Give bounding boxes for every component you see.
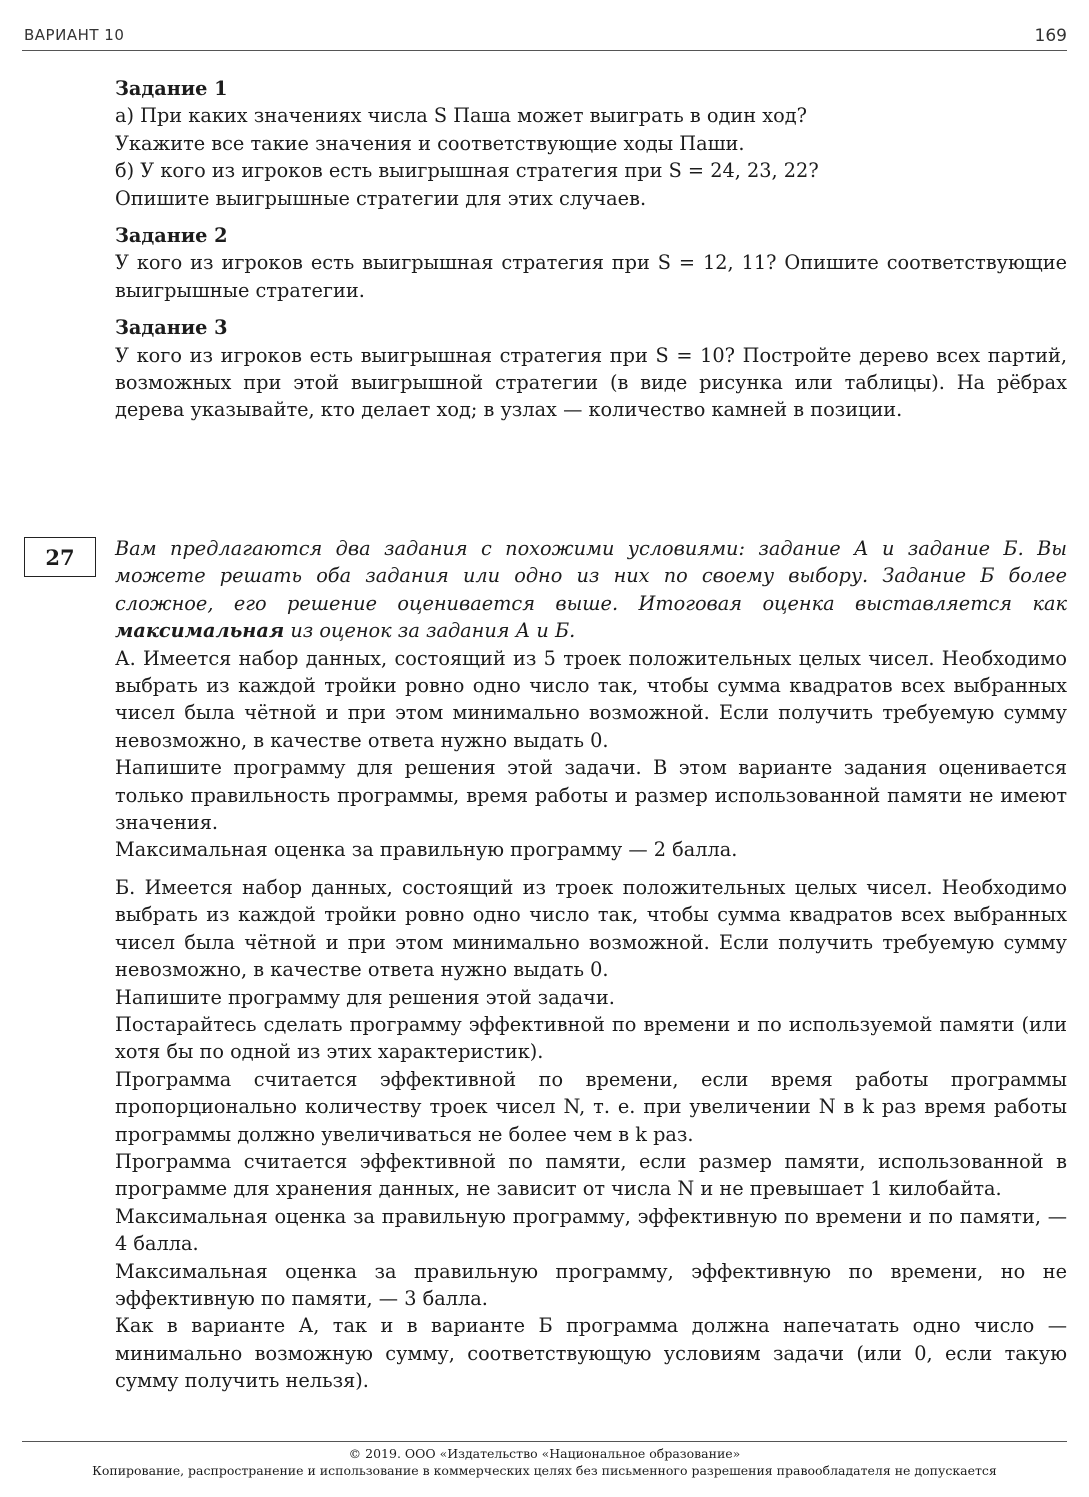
intro-bold-word: максимальная — [115, 619, 285, 643]
page-number: 169 — [1034, 26, 1067, 46]
problem-27-section — [115, 535, 1067, 1405]
task-2 — [115, 222, 1067, 304]
part-b-time-efficiency: Программа считается эффективной по времени, если время работы программы пропорционально количеству троек чисел N, т. е. при увеличении N в k раз время работы программы должно увеличиваться не более чем в k раз. — [115, 1067, 1067, 1146]
part-a — [115, 645, 1067, 864]
task-1-line-a: а) При каких значениях числа S Паша может выиграть в один ход? — [115, 104, 807, 128]
part-b-score-4: Максимальная оценка за правильную программу, эффективную по времени и по памяти, — 4 балла. — [115, 1204, 1067, 1256]
task-3 — [115, 314, 1067, 424]
task-1-line-a2: Укажите все такие значения и соответствующие ходы Паши. — [115, 131, 745, 155]
footer-notice: Копирование, распространение и использование в коммерческих целях без письменного разрешения правообладателя не допускается — [92, 1463, 997, 1478]
part-a-statement: А. Имеется набор данных, состоящий из 5 троек положительных целых чисел. Необходимо выбрать из каждой тройки ровно одно число так, чтобы сумма квадратов всех выбранных чисел была чётной и при этом минимально возможной. Если получить требуемую сумму невозможно, в качестве ответа нужно выдать 0. — [115, 646, 1067, 752]
tasks-26-section — [115, 75, 1067, 434]
task-2-title: Задание 2 — [115, 224, 228, 248]
page-header-variant: ВАРИАНТ 10 — [24, 26, 125, 44]
task-1 — [115, 75, 1067, 212]
part-a-requirement: Напишите программу для решения этой задачи. В этом варианте задания оценивается только правильность программы, время работы и размер использованной памяти не имеют значения. — [115, 756, 1067, 835]
problem-27-intro — [115, 535, 1067, 645]
task-3-title: Задание 3 — [115, 316, 228, 340]
part-b-requirement: Напишите программу для решения этой задачи. — [115, 985, 615, 1009]
task-1-line-b: б) У кого из игроков есть выигрышная стратегия при S = 24, 23, 22? — [115, 159, 819, 183]
part-b-score-3: Максимальная оценка за правильную программу, эффективную по времени, но не эффективную по памяти, — 3 балла. — [115, 1259, 1067, 1310]
footer-copyright: © 2019. ООО «Издательство «Национальное образование» — [348, 1446, 741, 1461]
part-b-memory-efficiency: Программа считается эффективной по памяти, если размер памяти, использованной в программе для хранения данных, не зависит от числа N и не превышает 1 килобайта. — [115, 1149, 1067, 1201]
intro-text-2: из оценок за задания А и Б. — [284, 619, 576, 643]
intro-text-1: Вам предлагаются два задания с похожими условиями: задание А и задание Б. Вы можете решать оба задания или одно из них по своему выбору. Задание Б более сложное, его решение оценивается выше. Итоговая оценка выставляется как — [115, 537, 1067, 615]
task-1-line-b2: Опишите выигрышные стратегии для этих случаев. — [115, 186, 647, 210]
part-a-score: Максимальная оценка за правильную программу — 2 балла. — [115, 838, 738, 862]
footer-divider — [22, 1441, 1067, 1442]
task-3-text: У кого из игроков есть выигрышная стратегия при S = 10? Постройте дерево всех партий, возможных при этой выигрышной стратегии (в виде рисунка или таблицы). На рёбрах дерева указывайте, кто делает ход; в узлах — количество камней в позиции. — [115, 343, 1067, 422]
task-1-title: Задание 1 — [115, 77, 228, 100]
part-b-efficiency-note: Постарайтесь сделать программу эффективной по времени и по используемой памяти (или хотя бы по одной из этих характеристик). — [115, 1012, 1067, 1064]
part-b-statement: Б. Имеется набор данных, состоящий из троек положительных целых чисел. Необходимо выбрать из каждой тройки ровно одно число так, чтобы сумма квадратов всех выбранных чисел была чётной и при этом минимально возможной. Если получить требуемую сумму невозможно, в качестве ответа нужно выдать 0. — [115, 875, 1067, 982]
task-2-text: У кого из игроков есть выигрышная стратегия при S = 12, 11? Опишите соответствующие выигрышные стратегии. — [115, 251, 1067, 302]
part-b-output-note: Как в варианте А, так и в варианте Б программа должна напечатать одно число — минимально возможную сумму, соответствующую условиям задачи (или 0, если такую сумму получить нельзя). — [115, 1314, 1067, 1393]
problem-number-box: 27 — [24, 537, 96, 577]
part-b — [115, 874, 1067, 1395]
header-divider — [22, 50, 1067, 51]
